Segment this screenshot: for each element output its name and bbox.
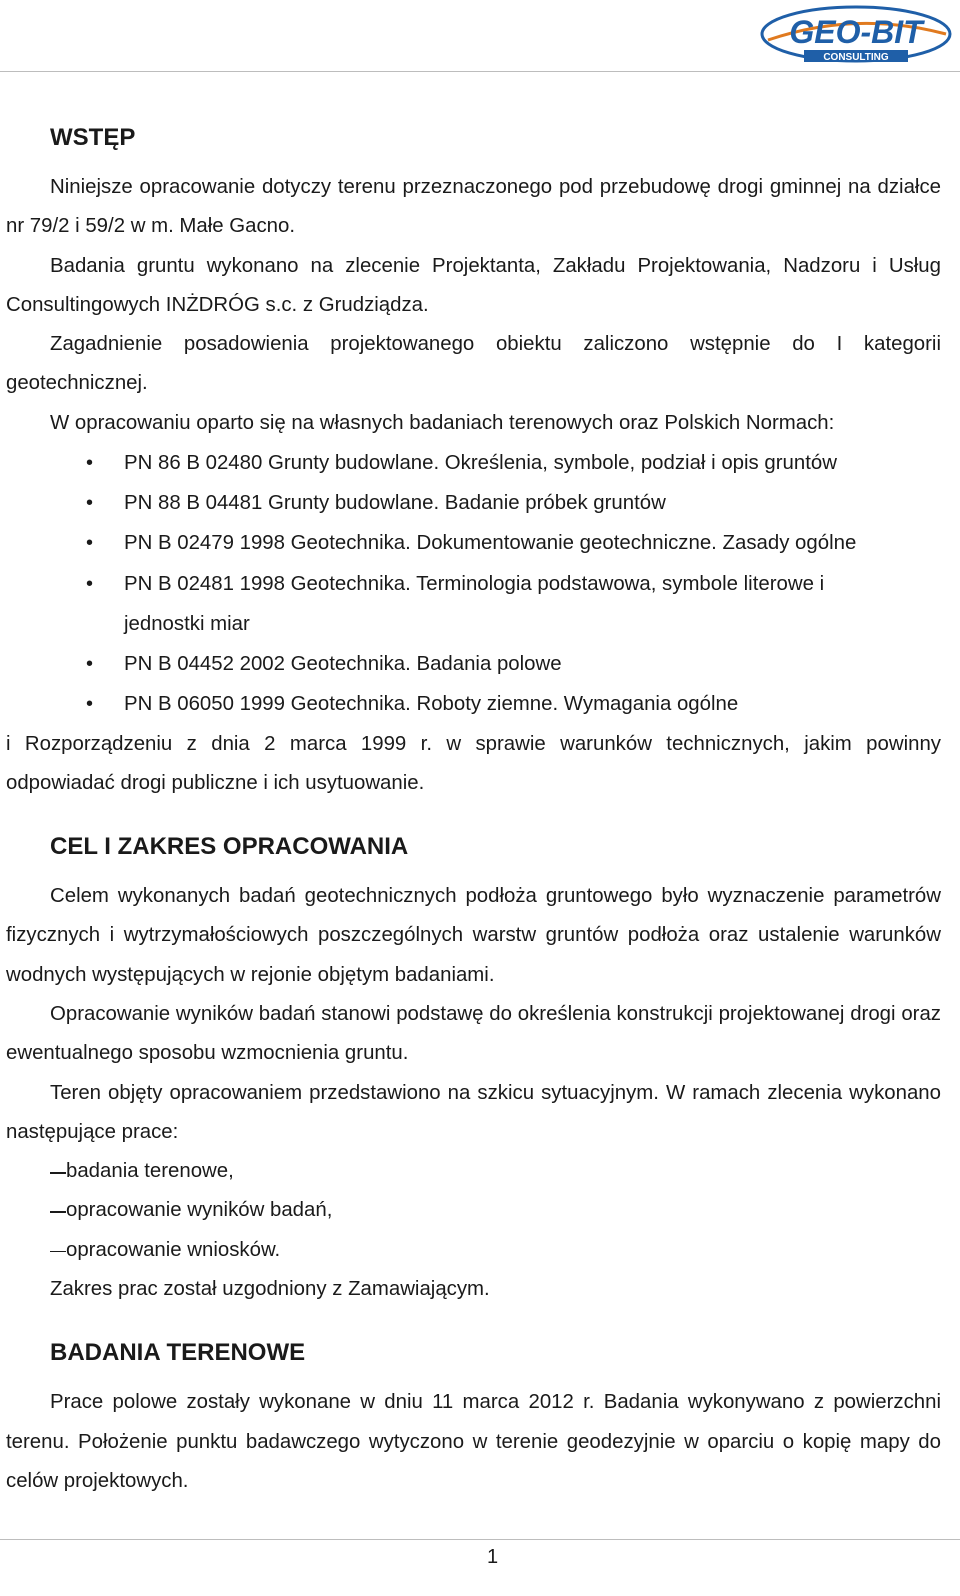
footer-divider (0, 1539, 960, 1540)
paragraph: Opracowanie wyników badań stanowi podstawę do określenia konstrukcji projektowanej drogi oraz ewentualnego sposobu wzmocnienia gruntu. (6, 1002, 941, 1065)
paragraph: Zagadnienie posadowienia projektowanego obiektu zaliczono wstępnie do I kategorii geotechnicznej. (6, 333, 941, 395)
list-item: opracowanie wniosków. (6, 1231, 941, 1270)
section-heading-cel: CEL I ZAKRES OPRACOWANIA (50, 833, 409, 861)
section-heading-wstep: WSTĘP (50, 124, 136, 151)
paragraph: Prace polowe zostały wykonane w dniu 11 marca 2012 r. Badania wykonywano z powierzchni terenu. Położenie punktu badawczego wytyczono w terenie geodezyjnie w oparciu o kopię mapy do celów projektowych. (6, 1391, 941, 1492)
works-list (6, 1152, 941, 1270)
logo-text: GEO-BIT (789, 14, 923, 50)
section-heading-badania: BADANIA TERENOWE (50, 1339, 306, 1367)
paragraph: Niniejsze opracowanie dotyczy terenu przeznaczonego pod przebudowę drogi gminnej na działce nr 79/2 i 59/2 w m. Małe Gacno. (6, 176, 941, 238)
document-body (6, 118, 941, 1501)
logo-subtext: CONSULTING (823, 52, 889, 63)
paragraph: i Rozporządzeniu z dnia 2 marca 1999 r. w sprawie warunków technicznych, jakim powinny odpowiadać drogi publiczne i ich usytuowanie. (6, 732, 941, 794)
paragraph: W opracowaniu oparto się na własnych badaniach terenowych oraz Polskich Normach: (50, 411, 835, 434)
header-divider (0, 71, 960, 72)
paragraph: Teren objęty opracowaniem przedstawiono na szkicu sytuacyjnym. W ramach zlecenia wykonano następujące prace: (6, 1081, 941, 1143)
list-item: • PN B 02479 1998 Geotechnika. Dokumentowanie geotechniczne. Zasady ogólne (6, 523, 941, 563)
paragraph: Zakres prac został uzgodniony z Zamawiającym. (50, 1278, 490, 1301)
list-item: badania terenowe, (6, 1152, 941, 1191)
list-item: opracowanie wyników badań, (6, 1191, 941, 1230)
paragraph: Celem wykonanych badań geotechnicznych podłoża gruntowego było wyznaczenie parametrów fizycznych i wytrzymałościowych poszczególnych warstw gruntów podłoża oraz ustalenie warunków wodnych występujących w rejonie objętym badaniami. (6, 885, 941, 986)
list-item: • PN B 04452 2002 Geotechnika. Badania polowe (6, 644, 941, 684)
list-item: • PN B 02481 1998 Geotechnika. Terminologia podstawowa, symbole literowe i jednostki miar (6, 564, 941, 644)
page-number: 1 (486, 1546, 499, 1568)
list-item: • PN 86 B 02480 Grunty budowlane. Określenia, symbole, podział i opis gruntów (6, 443, 941, 483)
list-item: • PN 88 B 04481 Grunty budowlane. Badanie próbek gruntów (6, 483, 941, 523)
paragraph: Badania gruntu wykonano na zlecenie Projektanta, Zakładu Projektowania, Nadzoru i Usług Consultingowych INŻDRÓG s.c. z Grudziądza. (6, 254, 941, 316)
norms-list (6, 443, 941, 724)
geo-bit-logo (758, 4, 954, 66)
list-item: • PN B 06050 1999 Geotechnika. Roboty ziemne. Wymagania ogólne (6, 684, 941, 724)
